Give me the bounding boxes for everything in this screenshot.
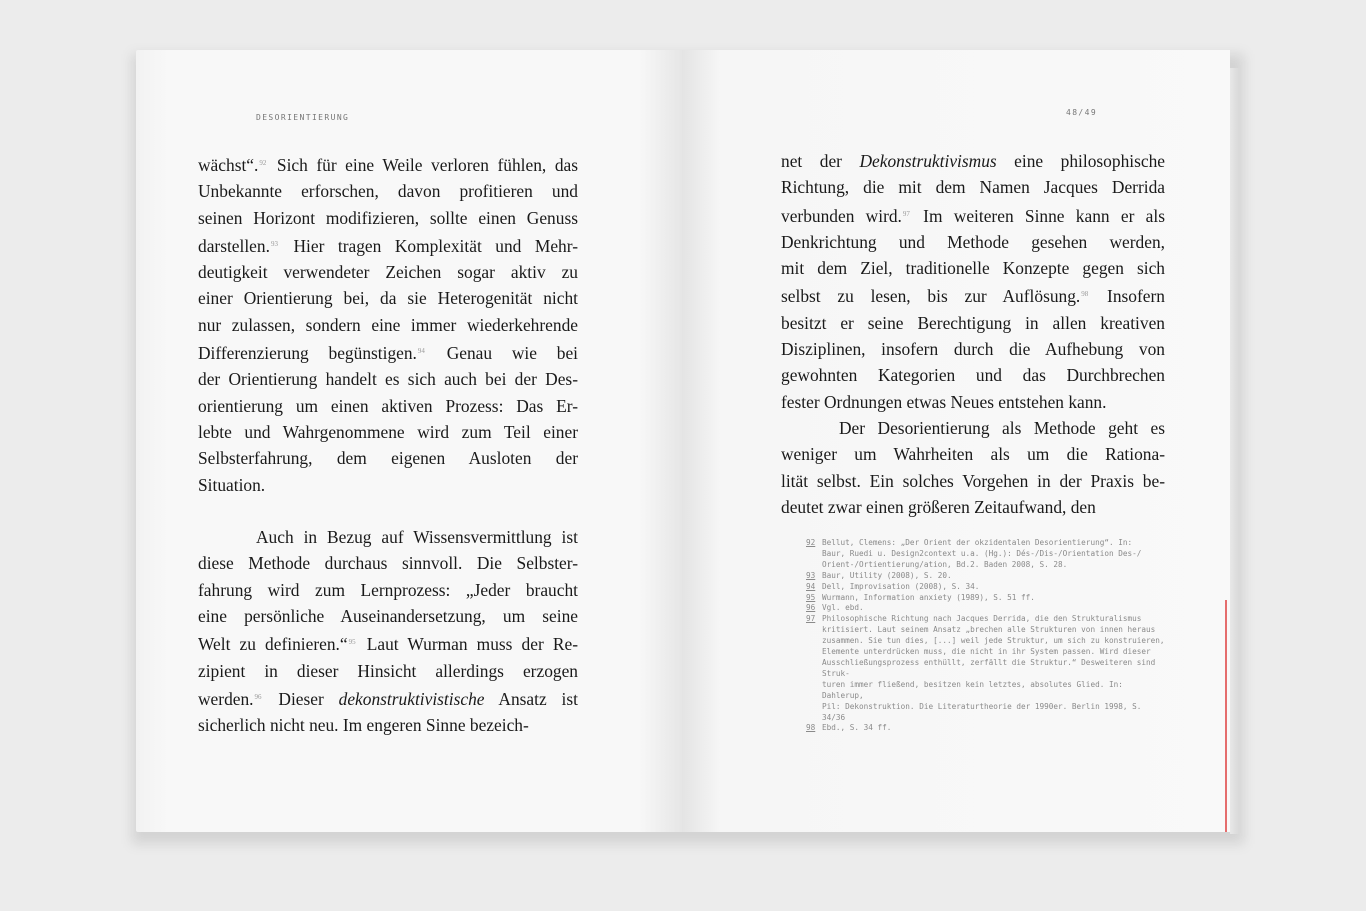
- footnote-line: [806, 603, 1166, 614]
- footnote-text: zusammen. Sie tun dies, [...] weil jede Struktur, um sich zu konstruieren,: [822, 636, 1165, 646]
- text-line: [198, 312, 578, 338]
- footnote-line: [806, 680, 1166, 702]
- running-head-left: DESORIENTIERUNG: [256, 113, 350, 122]
- text-line: [198, 205, 578, 231]
- text-run: lität selbst. Ein solches Vorgehen in der Praxis be-: [781, 470, 1165, 491]
- text-run: eine philosophische: [996, 151, 1165, 171]
- right-body-text: [781, 148, 1165, 520]
- text-line: [781, 468, 1165, 494]
- text-line: [198, 419, 578, 445]
- text-run: Denkrichtung und Methode gesehen werden,: [781, 231, 1165, 252]
- footnote-text: Bellut, Clemens: „Der Orient der okzidentalen Desorientierung“. In:: [822, 538, 1133, 547]
- footnote-number: 92: [806, 538, 816, 547]
- text-run: Auch in Bezug auf Wissensvermittlung ist: [256, 527, 578, 548]
- footnote-line: [806, 560, 1166, 571]
- footnote-line: [806, 636, 1166, 647]
- footnote-ref: 96: [254, 692, 262, 701]
- text-run: nur zulassen, sondern eine immer wiederkehrende: [198, 314, 578, 335]
- text-line: [198, 577, 578, 603]
- footnote-number: 98: [806, 723, 816, 733]
- footnotes: [806, 538, 1166, 734]
- text-run: Hier tragen Komplexität und Mehr-: [279, 235, 578, 256]
- footnote-ref: 93: [270, 239, 278, 248]
- text-line: [781, 174, 1165, 200]
- footnote-number: [806, 636, 822, 647]
- text-line: [198, 629, 578, 657]
- footnote-ref: 97: [902, 209, 910, 218]
- text-run: orientierung um einen aktiven Prozess: Das Er-: [198, 395, 578, 416]
- text-run: Im weiteren Sinne kann er als: [911, 205, 1165, 226]
- text-run: Genau wie bei: [426, 343, 578, 364]
- text-run: selbst zu lesen, bis zur Auflösung.: [781, 286, 1081, 307]
- text-line: [781, 389, 1165, 415]
- footnote-line: [806, 614, 1166, 625]
- text-line: [781, 362, 1165, 388]
- footnote-text: Orient-/Ortientierung/ation, Bd.2. Baden 2008, S. 28.: [822, 559, 1068, 569]
- footnote-text: Dell, Improvisation (2008), S. 34.: [822, 581, 980, 591]
- footnote-ref: 98: [1081, 290, 1089, 299]
- footnote-number: [806, 647, 822, 658]
- footnote-text: Vgl. ebd.: [822, 603, 864, 613]
- footnote-line: [806, 549, 1166, 560]
- footnote-number: 96: [806, 603, 816, 613]
- footnote-number: [806, 702, 822, 724]
- text-run: net der: [781, 151, 860, 171]
- footnote-text: Elemente unterdrücken muss, die nicht in ihr System passen. Wird dieser: [822, 647, 1151, 657]
- text-line: [198, 498, 578, 524]
- text-run: fahrung wird zum Lernprozess: „Jeder braucht: [198, 579, 578, 600]
- text-run: lebte und Wahrgenommene wird zum Teil einer: [198, 421, 578, 442]
- text-line: [781, 310, 1165, 336]
- text-line: [198, 712, 578, 738]
- text-run: darstellen.: [198, 235, 270, 256]
- text-run: Unbekannte erforschen, davon profitieren und: [198, 181, 578, 202]
- text-run: Sich für eine Weile verloren fühlen, das: [268, 155, 578, 175]
- text-line: [198, 338, 578, 366]
- footnote-text: Pil: Dekonstruktion. Die Literaturtheorie der 1990er. Berlin 1998, S. 34/36: [822, 701, 1146, 722]
- footnote-line: [806, 538, 1166, 549]
- text-line: [198, 550, 578, 576]
- footnote-number: 95: [806, 592, 816, 602]
- text-run: Disziplinen, insofern durch die Aufhebung von: [781, 339, 1165, 360]
- text-line: [781, 415, 1165, 441]
- footnote-ref: 92: [259, 159, 267, 167]
- text-line: [781, 441, 1165, 467]
- text-line: [198, 603, 578, 629]
- text-run: diese Methode durchaus sinnvoll. Die Selbster-: [198, 553, 578, 574]
- footnote-line: [806, 702, 1166, 724]
- footnote-text: Baur, Ruedi u. Design2context u.a. (Hg.): Dés-/Dis-/Orientation Des-/: [822, 548, 1142, 558]
- text-run: deutet zwar einen größeren Zeitaufwand, den: [781, 496, 1096, 517]
- text-run: weniger um Wahrheiten als um die Rationa-: [781, 444, 1165, 465]
- footnote-text: Wurmann, Information anxiety (1989), S. 51 ff.: [822, 592, 1035, 602]
- text-run: Ansatz ist: [484, 688, 578, 709]
- text-run: seinen Horizont modifizieren, sollte einen Genuss: [198, 207, 578, 228]
- footnote-number: 94: [806, 581, 816, 591]
- footnote-line: [806, 625, 1166, 636]
- text-line: [198, 524, 578, 550]
- text-run: der Orientierung handelt es sich auch bei der Des-: [198, 369, 578, 390]
- footnote-text: kritisiert. Laut seinem Ansatz „brechen alle Strukturen von innen heraus: [822, 625, 1156, 635]
- footnote-number: [806, 625, 822, 636]
- footnote-line: [806, 723, 1166, 734]
- text-run: Situation.: [198, 474, 266, 495]
- footnote-number: 93: [806, 570, 816, 580]
- text-run: Dieser: [263, 688, 339, 709]
- footnote-line: [806, 647, 1166, 658]
- text-run: Laut Wurman muss der Re-: [357, 634, 578, 655]
- text-run: Der Desorientierung als Methode geht es: [839, 417, 1165, 438]
- text-run: besitzt er seine Berechtigung in allen kreativen: [781, 312, 1165, 333]
- text-run: deutigkeit verwendeter Zeichen sogar aktiv zu: [198, 262, 578, 283]
- text-line: [781, 336, 1165, 362]
- text-line: [781, 229, 1165, 255]
- text-line: [781, 148, 1165, 174]
- text-run: Insofern: [1090, 286, 1165, 307]
- text-run: gewohnten Kategorien und das Durchbrechen: [781, 365, 1165, 386]
- text-line: [198, 150, 578, 178]
- text-line: [781, 201, 1165, 229]
- footnote-text: Ausschließungsprozess enthüllt, zerfällt die Struktur.“ Desweiteren sind Struk-: [822, 657, 1160, 678]
- text-run: wächst“.: [198, 155, 259, 175]
- footnote-text: Baur, Utility (2008), S. 20.: [822, 570, 952, 580]
- text-run: mit dem Ziel, traditionelle Konzepte gegen sich: [781, 258, 1165, 279]
- text-line: [198, 684, 578, 712]
- text-line: [198, 231, 578, 259]
- page-stack-edge: [1230, 68, 1240, 834]
- text-run: werden.: [198, 688, 254, 709]
- text-run: Differenzierung begünstigen.: [198, 343, 417, 364]
- footnote-text: turen immer fließend, besitzen kein letztes, absolutes Glied. In: Dahlerup,: [822, 679, 1128, 700]
- text-line: [198, 259, 578, 285]
- text-run: eine persönliche Auseinandersetzung, um seine: [198, 606, 578, 627]
- text-run: sicherlich nicht neu. Im engeren Sinne bezeich-: [198, 715, 529, 736]
- footnote-ref: 94: [417, 347, 425, 356]
- text-run: verbunden wird.: [781, 205, 902, 226]
- text-line: [198, 472, 578, 498]
- footnote-line: [806, 582, 1166, 593]
- text-run: Welt zu definieren.“: [198, 634, 348, 655]
- footnote-text: Philosophische Richtung nach Jacques Derrida, die den Strukturalismus: [822, 614, 1142, 624]
- text-line: [198, 445, 578, 471]
- text-line: [198, 658, 578, 684]
- text-run: Richtung, die mit dem Namen Jacques Derrida: [781, 177, 1165, 198]
- footnote-number: [806, 658, 822, 680]
- italic-text: dekonstruktivistische: [338, 688, 485, 709]
- text-line: [781, 255, 1165, 281]
- left-body-text: [198, 150, 578, 739]
- footnote-number: [806, 560, 822, 571]
- text-line: [781, 494, 1165, 520]
- footnote-number: [806, 680, 822, 702]
- red-edge-line: [1225, 600, 1227, 832]
- footnote-number: 97: [806, 614, 816, 624]
- italic-text: Dekonstruktivismus: [859, 151, 997, 171]
- footnote-number: [806, 549, 822, 560]
- footnote-line: [806, 571, 1166, 582]
- text-run: einer Orientierung bei, da sie Heterogenität nicht: [198, 288, 578, 309]
- footnote-text: Ebd., S. 34 ff.: [822, 723, 892, 733]
- text-line: [198, 178, 578, 204]
- text-run: Selbsterfahrung, dem eigenen Ausloten der: [198, 448, 578, 469]
- text-run: fester Ordnungen etwas Neues entstehen kann.: [781, 391, 1107, 412]
- text-run: zipient in dieser Hinsicht allerdings erzogen: [198, 660, 578, 681]
- text-line: [198, 366, 578, 392]
- footnote-ref: 95: [348, 638, 356, 647]
- footnote-line: [806, 593, 1166, 604]
- footnote-line: [806, 658, 1166, 680]
- page-number: 48/49: [1066, 108, 1098, 117]
- text-line: [198, 285, 578, 311]
- text-line: [781, 281, 1165, 309]
- text-line: [198, 393, 578, 419]
